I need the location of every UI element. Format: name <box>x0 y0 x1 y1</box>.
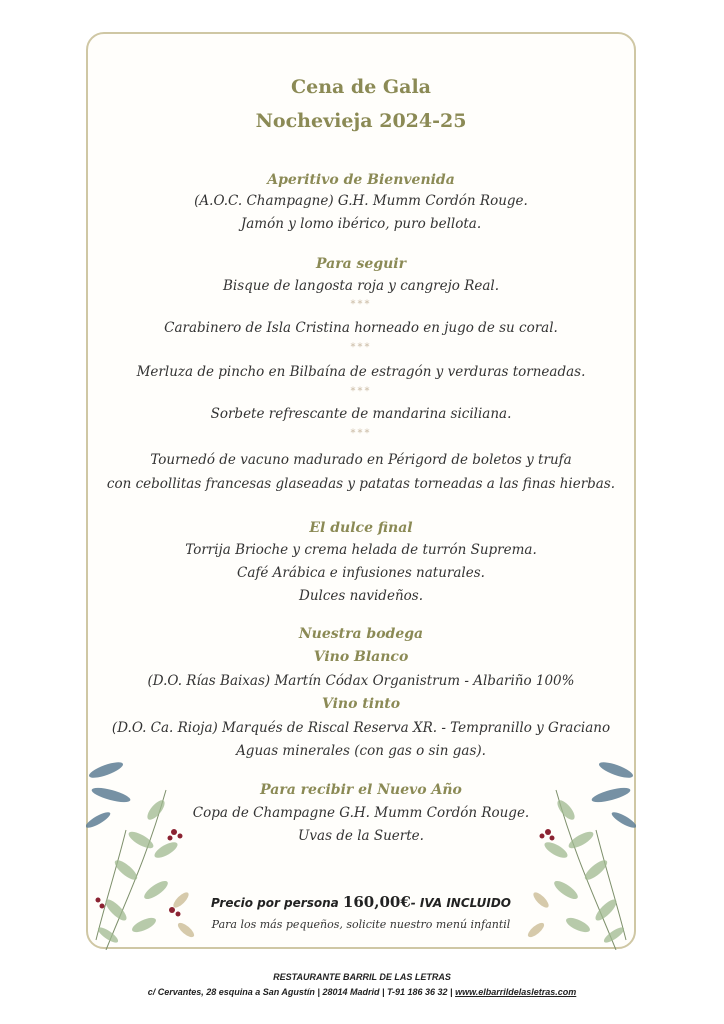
section-heading-para-seguir: Para seguir <box>316 256 406 272</box>
menu-item: Tournedó de vacuno madurado en Périgord de boletos y trufa <box>150 452 572 468</box>
menu-item: Bisque de langosta roja y cangrejo Real. <box>222 278 500 294</box>
menu-item: Aguas minerales (con gas o sin gas). <box>236 743 486 759</box>
price-line <box>86 893 636 911</box>
separator-stars: *** <box>350 386 372 397</box>
menu-item: Uvas de la Suerte. <box>298 828 424 844</box>
footer-address <box>0 987 724 997</box>
menu-item: (D.O. Ca. Rioja) Marqués de Riscal Reserva XR. - Tempranillo y Graciano <box>111 720 611 736</box>
section-heading-bodega: Nuestra bodega <box>298 626 424 642</box>
menu-subtitle: Nochevieja 2024-25 <box>255 110 467 132</box>
footer-address-text: c/ Cervantes, 28 esquina a San Agustín | 28014 Madrid | T-91 186 36 32 | <box>147 987 456 997</box>
price-amount: 160,00€ <box>342 893 411 911</box>
section-heading-vino-blanco: Vino Blanco <box>313 649 409 665</box>
menu-item: Carabinero de Isla Cristina horneado en jugo de su coral. <box>164 320 558 336</box>
menu-title: Cena de Gala <box>290 76 431 98</box>
price-suffix: - IVA INCLUIDO <box>410 896 512 910</box>
menu-item: Dulces navideños. <box>299 588 423 604</box>
menu-item: (A.O.C. Champagne) G.H. Mumm Cordón Rouge. <box>194 193 528 209</box>
kids-menu-note: Para los más pequeños, solicite nuestro menú infantil <box>211 918 511 931</box>
menu-item: Merluza de pincho en Bilbaína de estragón y verduras torneadas. <box>136 364 586 380</box>
separator-stars: *** <box>350 342 372 353</box>
separator-stars: *** <box>350 299 372 310</box>
section-heading-nuevo-ano: Para recibir el Nuevo Año <box>260 782 462 798</box>
menu-item: Torrija Brioche y crema helada de turrón Suprema. <box>185 542 537 558</box>
separator-stars: *** <box>350 428 372 439</box>
menu-item: Jamón y lomo ibérico, puro bellota. <box>240 216 482 232</box>
menu-item: Sorbete refrescante de mandarina siciliana. <box>210 406 512 422</box>
website-link[interactable]: www.elbarrildelasletras.com <box>455 987 577 997</box>
price-label: Precio por persona <box>210 896 339 910</box>
menu-item: Café Arábica e infusiones naturales. <box>237 565 485 581</box>
section-heading-dulce: El dulce final <box>309 520 413 536</box>
section-heading-vino-tinto: Vino tinto <box>321 696 401 712</box>
menu-item: con cebollitas francesas glaseadas y patatas torneadas a las finas hierbas. <box>106 476 616 492</box>
footer-restaurant-name: RESTAURANTE BARRIL DE LAS LETRAS <box>273 972 451 982</box>
menu-item: (D.O. Rías Baixas) Martín Códax Organistrum - Albariño 100% <box>147 673 575 689</box>
section-heading-aperitivo: Aperitivo de Bienvenida <box>267 172 455 188</box>
menu-item: Copa de Champagne G.H. Mumm Cordón Rouge. <box>192 805 530 821</box>
